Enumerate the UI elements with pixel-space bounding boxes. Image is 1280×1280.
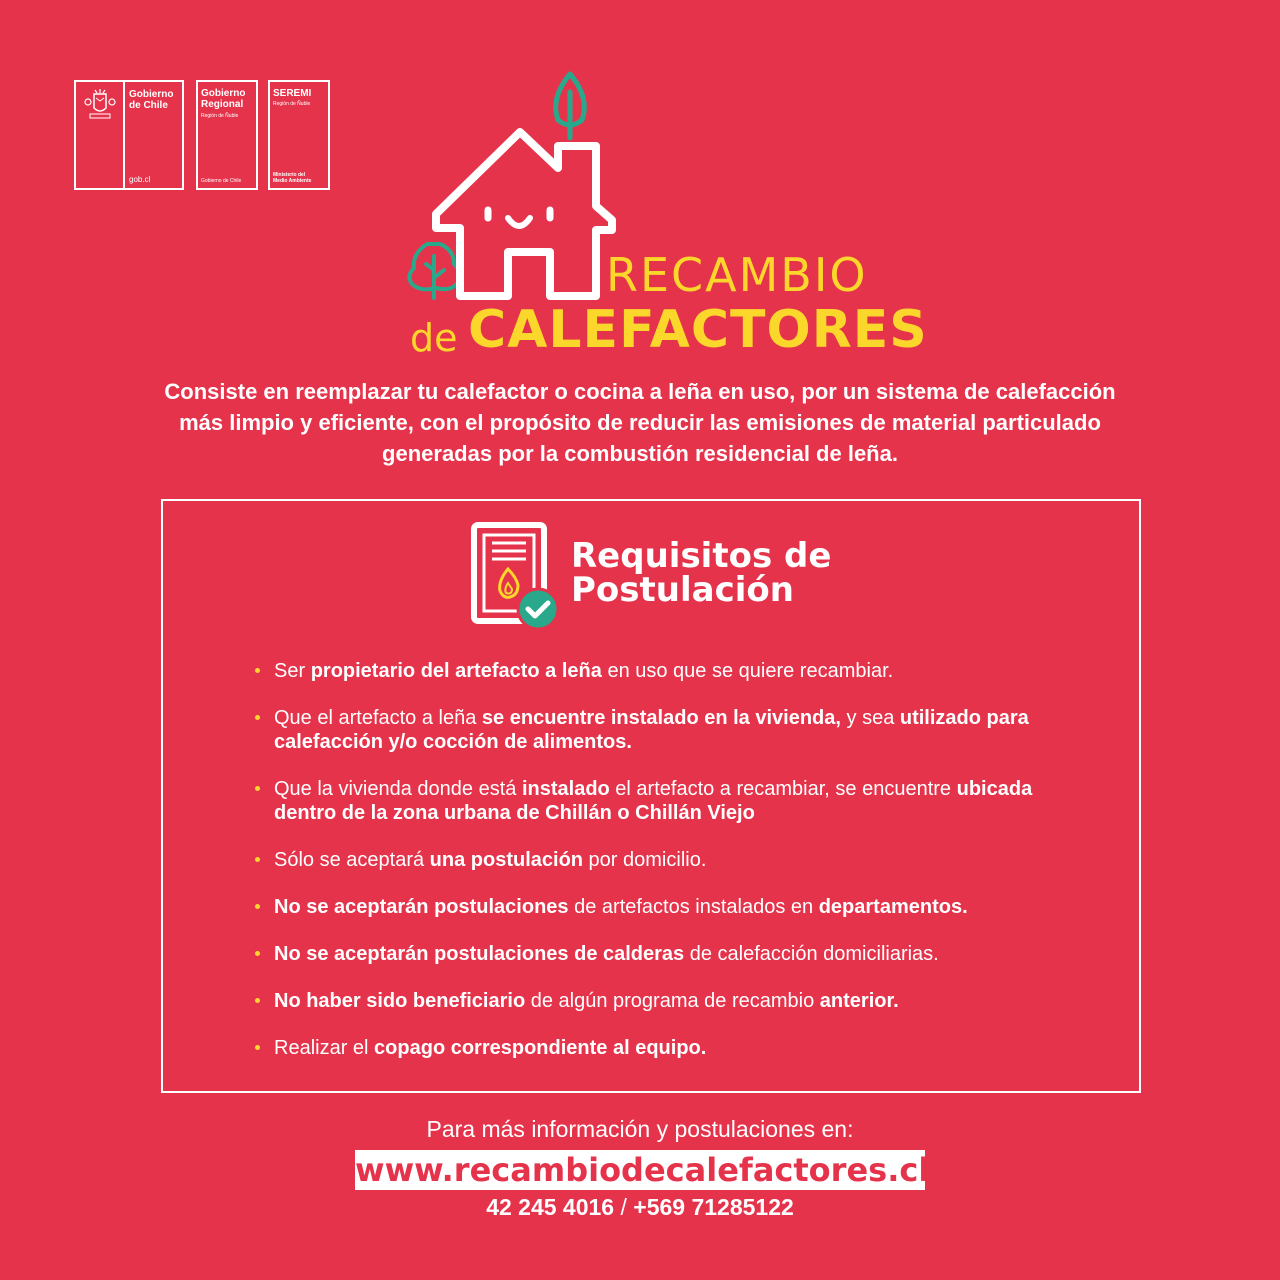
requirement-text: y sea (840, 707, 900, 729)
requirement-text: se encuentre instalado en la vivienda, (481, 707, 841, 729)
requirement-text: copago correspondiente al equipo. (374, 1037, 707, 1059)
phone-2[interactable]: +569 71285122 (633, 1194, 794, 1220)
seremi-footer: Ministerio del Medio Ambiente (273, 172, 312, 184)
requirement-text: el artefacto a recambiar, se encuentre (609, 778, 957, 800)
requirement-item (253, 659, 1093, 683)
requirement-text: por domicilio. (583, 849, 707, 871)
requirement-text: No se aceptarán postulaciones (274, 896, 569, 918)
requirement-text: No se aceptarán postulaciones de calderas (274, 943, 685, 965)
requirement-text: Ser (274, 660, 311, 682)
more-info-text: Para más información y postulaciones en: (426, 1116, 854, 1142)
requirement-text: departamentos. (818, 896, 968, 918)
phone-numbers (0, 1194, 1280, 1221)
smiley-face-icon (488, 210, 550, 226)
requirement-text: No haber sido beneficiario (274, 990, 526, 1012)
requirement-text: Realizar el (274, 1037, 375, 1059)
requirement-text: utilizado para calefacción y/o cocción de alimentos. (274, 707, 1029, 753)
requirement-item (253, 895, 1093, 919)
regional-region: Región de Ñuble (201, 113, 239, 119)
requirement-item (253, 1036, 1093, 1060)
heater-check-icon (470, 521, 566, 633)
seremi-logo (268, 80, 330, 190)
tree-icon (409, 244, 459, 298)
title-recambio: RECAMBIO (606, 248, 868, 302)
coat-of-arms-icon (82, 88, 118, 120)
seremi-title: SEREMI (273, 88, 312, 99)
regional-title: Gobierno Regional (201, 88, 246, 110)
requirement-item (253, 848, 1093, 872)
gob-url: gob.cl (129, 175, 151, 184)
title-de: de (410, 316, 458, 360)
requirement-text: Que la vivienda donde está (274, 778, 522, 800)
requirement-text: ubicada dentro de la zona urbana de Chillán o Chillán Viejo (274, 778, 1033, 824)
gobierno-title: Gobierno de Chile (129, 89, 174, 111)
requirements-list (253, 659, 1093, 1083)
website-link[interactable]: www.recambiodecalefactores.cl (355, 1151, 930, 1189)
requirement-text: en uso que se quiere recambiar. (601, 660, 894, 682)
requirement-item (253, 989, 1093, 1013)
requirement-text: una postulación (429, 849, 583, 871)
phone-1[interactable]: 42 245 4016 (486, 1194, 615, 1220)
leaf-icon (556, 74, 585, 138)
gobierno-de-chile-logo (74, 80, 184, 190)
requirement-text: propietario del artefacto a leña (310, 660, 602, 682)
requirement-text: Sólo se aceptará (274, 849, 430, 871)
requirements-title: Requisitos de Postulación (571, 536, 832, 610)
requirements-panel (161, 499, 1141, 1093)
title-calefactores: CALEFACTORES (468, 300, 928, 360)
gobierno-regional-logo (196, 80, 258, 190)
regional-footer: Gobierno de Chile (201, 178, 242, 184)
phone-separator: / (620, 1194, 627, 1220)
requirement-text: de calefacción domiciliarias. (684, 943, 939, 965)
house-icon (436, 132, 612, 296)
seremi-region: Región de Ñuble (273, 101, 311, 107)
intro-paragraph: Consiste en reemplazar tu calefactor o cocina a leña en uso, por un sistema de calefacción más limpio y eficiente, con el propósito de reducir las emisiones de material particulado generadas por la combustión residencial de leña. (164, 379, 1116, 466)
requirement-text: Que el artefacto a leña (274, 707, 482, 729)
requirement-text: de algún programa de recambio (525, 990, 820, 1012)
requirement-text: anterior. (819, 990, 899, 1012)
requirement-item (253, 942, 1093, 966)
requirement-item (253, 777, 1093, 825)
requirement-text: de artefactos instalados en (568, 896, 819, 918)
requirement-item (253, 706, 1093, 754)
requirement-text: instalado (521, 778, 610, 800)
logo-divider (123, 82, 125, 188)
